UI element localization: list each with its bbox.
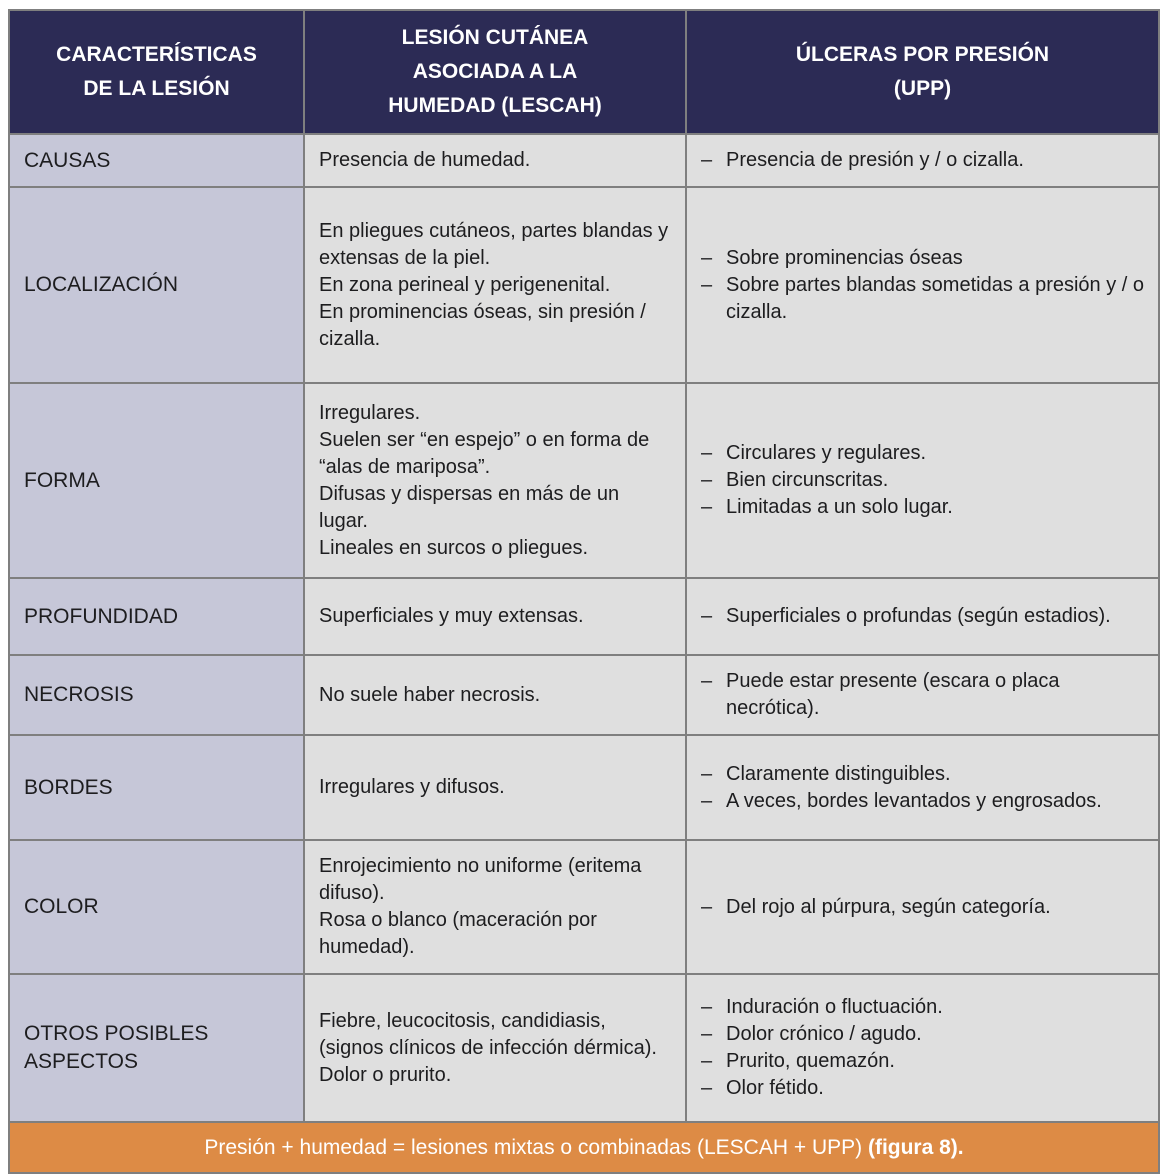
header-row	[9, 10, 1159, 134]
row-feature-label: FORMA	[9, 383, 304, 578]
upp-cell	[686, 383, 1159, 578]
bullet-item: – A veces, bordes levantados y engrosados.	[701, 788, 1146, 815]
header-caracteristicas	[9, 10, 304, 134]
table-row	[9, 187, 1159, 383]
bullet-item: – Superficiales o profundas (según estadios).	[701, 603, 1146, 630]
header-line: DE LA LESIÓN	[83, 77, 230, 100]
row-feature-label: LOCALIZACIÓN	[9, 187, 304, 383]
table-row	[9, 578, 1159, 655]
table-row	[9, 383, 1159, 578]
text-line: Presencia de humedad.	[319, 149, 531, 171]
header-line: ÚLCERAS POR PRESIÓN	[795, 43, 1050, 66]
bullet-item: – Sobre partes blandas sometidas a presión y / o cizalla.	[701, 272, 1146, 326]
lescah-cell	[304, 655, 686, 735]
upp-cell	[686, 187, 1159, 383]
lescah-cell	[304, 187, 686, 383]
lescah-cell	[304, 134, 686, 187]
footer-figure-ref: (figura 8).	[867, 1136, 964, 1159]
text-line: Dolor o prurito.	[319, 1063, 452, 1086]
bullet-item: – Sobre prominencias óseas	[701, 245, 1146, 272]
text-line: En prominencias óseas, sin presión / cizalla.	[319, 300, 646, 350]
lescah-upp-comparison-table	[8, 9, 1160, 1174]
header-line: ASOCIADA A LA	[412, 60, 578, 83]
header-line: HUMEDAD (LESCAH)	[388, 94, 602, 117]
lescah-cell	[304, 974, 686, 1122]
upp-cell	[686, 578, 1159, 655]
upp-cell	[686, 735, 1159, 840]
bullet-item: – Del rojo al púrpura, según categoría.	[701, 894, 1146, 921]
table-row	[9, 735, 1159, 840]
text-line: Rosa o blanco (maceración por humedad).	[319, 909, 597, 958]
lescah-cell	[304, 383, 686, 578]
footer-text: Presión + humedad = lesiones mixtas o combinadas (LESCAH + UPP)	[204, 1136, 868, 1159]
text-line: Superficiales y muy extensas.	[319, 605, 584, 627]
row-feature-label: PROFUNDIDAD	[9, 578, 304, 655]
bullet-item: – Limitadas a un solo lugar.	[701, 494, 1146, 521]
bullet-item: – Prurito, quemazón.	[701, 1048, 1146, 1075]
table-row	[9, 974, 1159, 1122]
lescah-cell	[304, 735, 686, 840]
bullet-item: – Presencia de presión y / o cizalla.	[701, 147, 1146, 174]
upp-cell	[686, 974, 1159, 1122]
bullet-item: – Dolor crónico / agudo.	[701, 1021, 1146, 1048]
upp-cell	[686, 840, 1159, 974]
header-line: LESIÓN CUTÁNEA	[401, 26, 589, 49]
lescah-cell	[304, 840, 686, 974]
bullet-item: – Olor fétido.	[701, 1075, 1146, 1102]
text-line: En zona perineal y perigenenital.	[319, 273, 611, 296]
table-row	[9, 655, 1159, 735]
header-upp	[686, 10, 1159, 134]
table-row	[9, 134, 1159, 187]
bullet-item: – Circulares y regulares.	[701, 440, 1146, 467]
header-line: CARACTERÍSTICAS	[56, 43, 257, 66]
row-feature-label: BORDES	[9, 735, 304, 840]
row-feature-label: CAUSAS	[9, 134, 304, 187]
row-feature-label: OTROS POSIBLES ASPECTOS	[9, 974, 304, 1122]
table-row	[9, 840, 1159, 974]
text-line: Enrojecimiento no uniforme (eritema difuso).	[319, 855, 642, 904]
bullet-item: – Claramente distinguibles.	[701, 761, 1146, 788]
text-line: Irregulares y difusos.	[319, 776, 505, 798]
row-feature-label: NECROSIS	[9, 655, 304, 735]
text-line: Lineales en surcos o pliegues.	[319, 536, 589, 559]
text-line: Difusas y dispersas en más de un lugar.	[319, 482, 620, 532]
row-feature-label: COLOR	[9, 840, 304, 974]
text-line: No suele haber necrosis.	[319, 683, 541, 706]
header-line: (UPP)	[893, 77, 952, 100]
bullet-item: – Induración o fluctuación.	[701, 994, 1146, 1021]
text-line: En pliegues cutáneos, partes blandas y extensas de la piel.	[319, 219, 669, 269]
text-line: Suelen ser “en espejo” o en forma de “alas de mariposa”.	[319, 428, 650, 478]
bullet-item: – Puede estar presente (escara o placa necrótica).	[701, 668, 1146, 722]
footer-row	[9, 1122, 1159, 1173]
lescah-cell	[304, 578, 686, 655]
bullet-item: – Bien circunscritas.	[701, 467, 1146, 494]
text-line: Fiebre, leucocitosis, candidiasis, (signos clínicos de infección dérmica).	[319, 1009, 657, 1059]
header-lescah	[304, 10, 686, 134]
footer-note	[9, 1122, 1159, 1173]
text-line: Irregulares.	[319, 401, 421, 424]
upp-cell	[686, 134, 1159, 187]
upp-cell	[686, 655, 1159, 735]
